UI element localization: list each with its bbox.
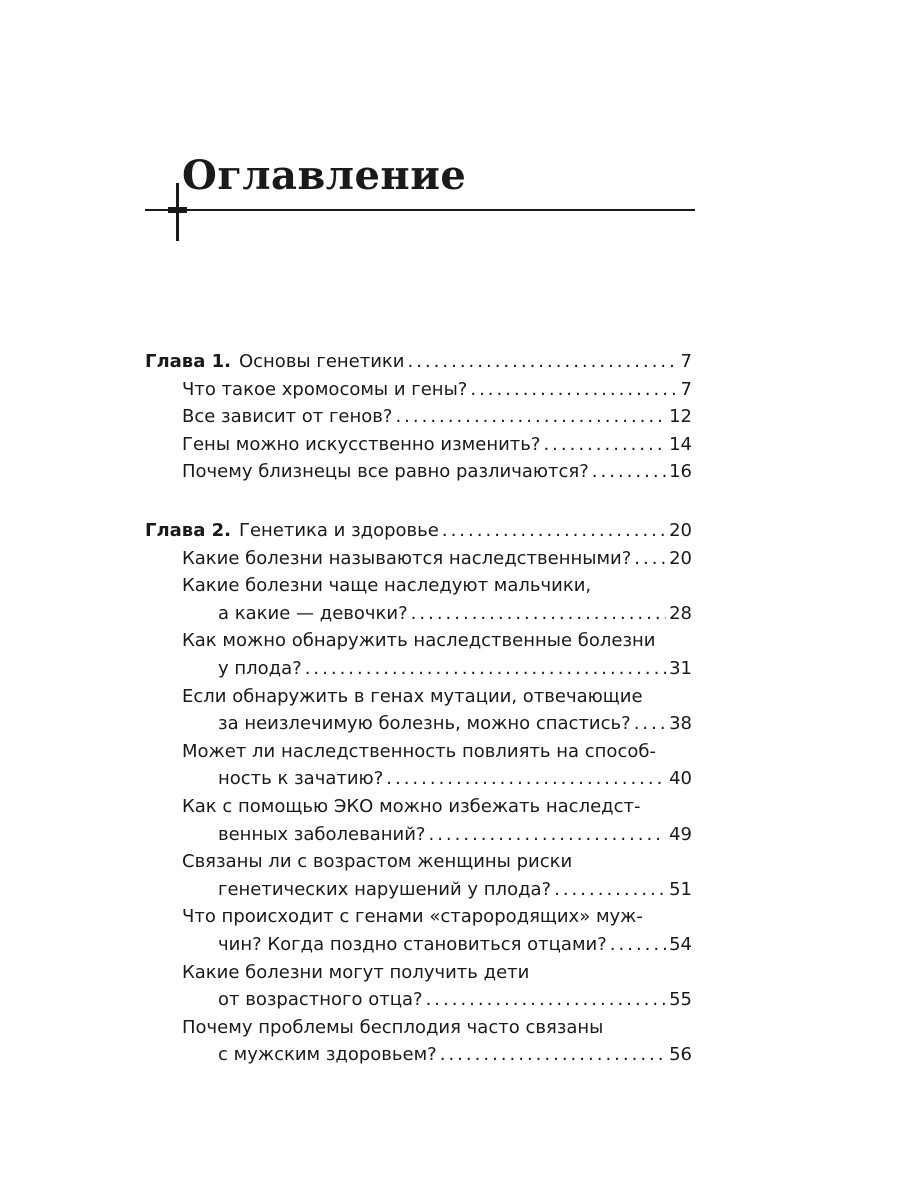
dot-leader	[610, 930, 666, 960]
toc-entry-text: чин? Когда поздно становиться отцами?	[218, 934, 607, 955]
toc-entry[interactable]	[218, 820, 692, 850]
chapter-title: Основы генетики	[238, 351, 405, 372]
toc-entry[interactable]	[182, 847, 742, 877]
dot-leader	[411, 599, 666, 629]
toc-entry[interactable]	[182, 457, 692, 487]
page-number: 20	[669, 520, 692, 541]
dot-leader	[426, 985, 667, 1015]
page-number: 7	[680, 378, 692, 400]
page-number: 31	[669, 658, 692, 679]
page-number: 54	[669, 934, 692, 955]
toc-entry[interactable]	[182, 902, 742, 932]
toc-entry-text: Почему проблемы бесплодия часто связаны	[182, 1016, 604, 1038]
page-number: 38	[669, 713, 692, 735]
toc-entry-text: от возрастного отца?	[218, 989, 423, 1011]
toc-entry[interactable]	[182, 1013, 742, 1043]
chapter-label: Глава 1.	[145, 351, 231, 372]
dot-leader	[470, 375, 677, 405]
toc-entry[interactable]	[182, 626, 742, 656]
toc-entry-text: а какие — девочки?	[218, 602, 408, 624]
toc-entry-text: Связаны ли с возрастом женщины риски	[182, 851, 573, 873]
toc-entry-text: Как с помощью ЭКО можно избежать наследст-	[182, 796, 641, 817]
page-number: 7	[680, 351, 692, 372]
toc-entry[interactable]	[182, 544, 692, 574]
toc-entry[interactable]	[182, 682, 742, 712]
chapter-label: Глава 2.	[145, 520, 231, 541]
toc-entry[interactable]	[182, 571, 742, 601]
page-number: 51	[669, 878, 692, 900]
toc-entry[interactable]	[218, 985, 692, 1015]
dot-leader	[554, 875, 666, 905]
toc-entry-text: Если обнаружить в генах мутации, отвечающие	[182, 685, 643, 707]
toc-entry-text: Какие болезни могут получить дети	[182, 961, 530, 983]
toc-entry-text: Что такое хромосомы и гены?	[182, 378, 468, 400]
toc-entry-text: Гены можно искусственно изменить?	[182, 433, 541, 455]
page-title: Оглавление	[182, 152, 467, 199]
page-number: 16	[669, 461, 692, 483]
toc-entry[interactable]	[182, 737, 742, 767]
toc-entry-text: ность к зачатию?	[218, 768, 384, 790]
toc-entry-text: венных заболеваний?	[218, 823, 426, 845]
toc-entry[interactable]	[218, 1040, 692, 1070]
toc-entry[interactable]	[218, 875, 692, 905]
toc-entry[interactable]	[182, 958, 742, 988]
toc-chapter-entry[interactable]	[145, 516, 692, 546]
page-number: 28	[669, 602, 692, 624]
dot-leader	[407, 347, 677, 377]
dot-leader	[440, 1040, 666, 1070]
toc-entry-text: Почему близнецы все равно различаются?	[182, 461, 589, 483]
dot-leader	[305, 654, 666, 684]
toc-entry-text: с мужским здоровьем?	[218, 1044, 437, 1066]
page-number: 12	[669, 406, 692, 428]
toc-entry-text: Может ли наследственность повлиять на способ-	[182, 740, 656, 762]
toc-entry[interactable]	[218, 709, 692, 739]
dot-leader	[592, 457, 666, 487]
page-number: 14	[669, 433, 692, 455]
toc-chapter-entry[interactable]	[145, 347, 692, 377]
toc-entry-text: Все зависит от генов?	[182, 406, 393, 428]
toc-entry[interactable]	[182, 430, 692, 460]
toc-entry-text: Как можно обнаружить наследственные болезни	[182, 630, 656, 652]
page-number: 56	[669, 1044, 692, 1066]
toc-entry[interactable]	[218, 599, 692, 629]
page-number: 55	[669, 989, 692, 1011]
toc-entry[interactable]	[182, 402, 692, 432]
page-number: 49	[669, 823, 692, 845]
dot-leader	[634, 709, 666, 739]
dot-leader	[428, 820, 666, 850]
dot-leader	[442, 516, 666, 546]
toc-entry-text: Что происходит с генами «старородящих» муж-	[182, 906, 643, 928]
dot-leader	[386, 764, 666, 794]
toc-entry[interactable]	[218, 654, 692, 684]
toc-entry-text: у плода?	[218, 658, 302, 679]
dot-leader	[543, 430, 666, 460]
toc-entry-text: генетических нарушений у плода?	[218, 878, 552, 900]
dot-leader	[634, 544, 666, 574]
toc-entry[interactable]	[182, 375, 692, 405]
dot-leader	[395, 402, 666, 432]
toc-entry-text: Какие болезни называются наследственными?	[182, 547, 632, 569]
page-number: 20	[669, 547, 692, 569]
toc-entry[interactable]	[218, 764, 692, 794]
toc-entry-text: Какие болезни чаще наследуют мальчики,	[182, 575, 592, 597]
toc-entry[interactable]	[182, 792, 742, 822]
toc-entry[interactable]	[218, 930, 692, 960]
chapter-title: Генетика и здоровье	[238, 520, 439, 541]
page-number: 40	[669, 768, 692, 790]
toc-entry-text: за неизлечимую болезнь, можно спастись?	[218, 713, 631, 735]
